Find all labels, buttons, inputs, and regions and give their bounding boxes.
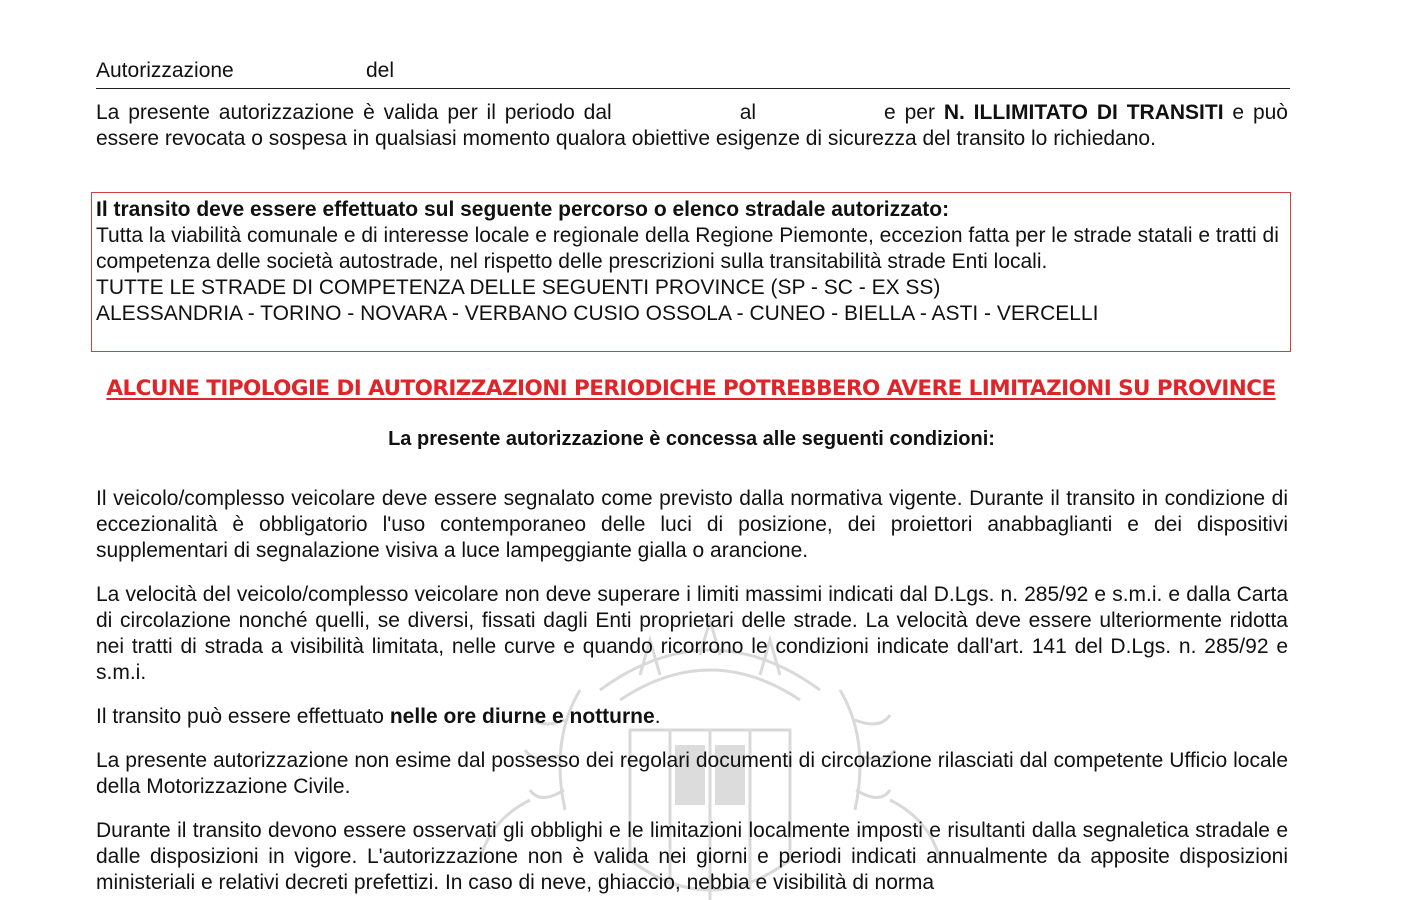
route-title: Il transito deve essere effettuato sul seguente percorso o elenco stradale autorizzato: [96,198,950,221]
speed-paragraph: La velocità del veicolo/complesso veicolare non deve superare i limiti massimi indicati dal D.Lgs. n. 285/92 e s.m.i. e dalla Carta di circolazione nonché quelli, se diversi, fissati dagli Enti proprietari delle strade. La velocità deve essere ulteriormente ridotta nei tratti di strada a visibilità limitata, nelle curve e quando ricorrono le condizioni indicate dall'art. 141 del D.Lgs. n. 285/92 e s.m.i. [96,583,1288,684]
route-provinces-list: ALESSANDRIA - TORINO - NOVARA - VERBANO CUSIO OSSOLA - CUNEO - BIELLA - ASTI - VERCELLI [96,302,1099,325]
route-provinces-heading: TUTTE LE STRADE DI COMPETENZA DELLE SEGUENTI PROVINCE (SP - SC - EX SS) [96,276,941,299]
validity-prefix: La presente autorizzazione è valida per il periodo dal [96,101,612,124]
conditions-title: La presente autorizzazione è concessa alle seguenti condizioni: [388,428,995,450]
transit-hours-suffix: . [654,705,661,728]
validity-suffix: e può essere revocata o sospesa in qualsiasi momento qualora obiettive esigenze di sicurezza del transito lo richiedano. [96,101,1288,150]
validity-paragraph [96,100,1288,152]
authorization-header [96,58,1290,89]
transit-hours-prefix: Il transito può essere effettuato [96,705,384,728]
documents-paragraph: La presente autorizzazione non esime dal possesso dei regolari documenti di circolazione rilasciati dal competente Ufficio locale della Motorizzazione Civile. [96,749,1288,798]
signaling-paragraph: Il veicolo/complesso veicolare deve essere segnalato come previsto dalla normativa vigente. Durante il transito in condizione di eccezionalità è obbligatorio l'uso contemporaneo delle luci di posizione, dei proiettori anabbaglianti e dei dispositivi supplementari di segnalazione visiva a luce lampeggiante gialla o arancione. [96,487,1288,562]
transit-hours-bold: nelle ore diurne e notturne [389,705,655,728]
transit-hours-paragraph [96,704,1288,730]
route-box [91,192,1291,352]
validity-transits: N. ILLIMITATO DI TRANSITI [943,101,1224,124]
province-limitation-warning: ALCUNE TIPOLOGIE DI AUTORIZZAZIONI PERIODICHE POTREBBERO AVERE LIMITAZIONI SU PROVINCE [106,376,1276,401]
route-description: Tutta la viabilità comunale e di interesse locale e regionale della Regione Piemonte, eccezion fatta per le strade statali e tratti di competenza delle società autostrade, nel rispetto delle prescrizioni sulla transitabilità strade Enti locali. [96,224,1279,273]
obligations-paragraph: Durante il transito devono essere osservati gli obblighi e le limitazioni localmente imposti e risultanti dalla segnaletica stradale e dalle disposizioni in vigore. L'autorizzazione non è valida nei giorni e periodi indicati annualmente da apposite disposizioni ministeriali e relativi decreti prefettizi. In caso di neve, ghiaccio, nebbia e visibilità di norma [96,819,1288,894]
authorization-label: Autorizzazione [96,59,234,82]
date-label: del [366,59,395,82]
validity-and-for: e per [884,101,935,124]
validity-al-label: al [739,101,757,124]
